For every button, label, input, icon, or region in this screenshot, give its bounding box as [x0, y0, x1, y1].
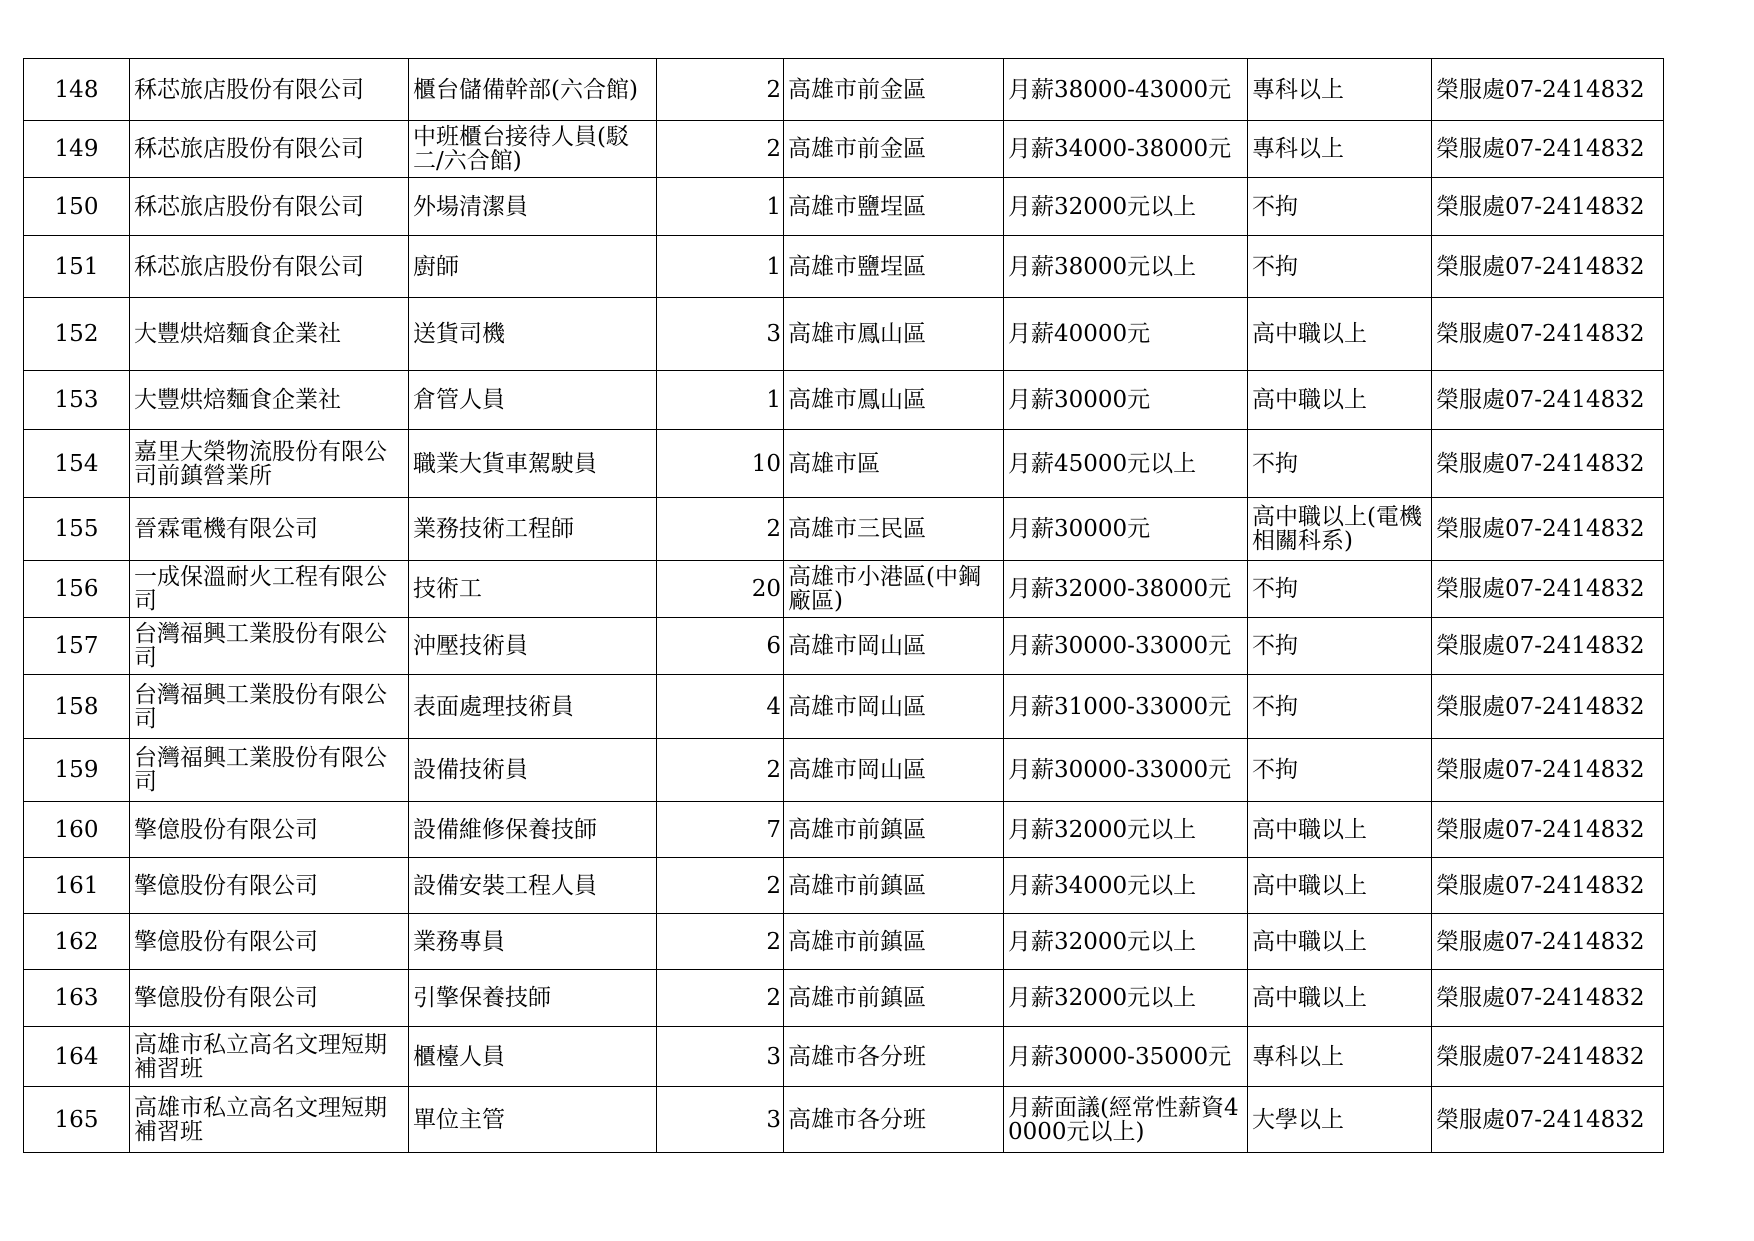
- table-row: [24, 430, 1664, 498]
- cell-contact: 榮服處07-2414832: [1432, 121, 1664, 178]
- cell-company: 擎億股份有限公司: [130, 802, 409, 858]
- cell-contact: 榮服處07-2414832: [1432, 914, 1664, 970]
- table-row: [24, 298, 1664, 371]
- cell-number: 155: [24, 498, 130, 561]
- cell-salary: 月薪30000元: [1004, 498, 1248, 561]
- cell-number: 158: [24, 675, 130, 739]
- cell-openings: 2: [657, 858, 784, 914]
- cell-contact: 榮服處07-2414832: [1432, 298, 1664, 371]
- cell-openings: 2: [657, 59, 784, 121]
- cell-position: 設備安裝工程人員: [409, 858, 657, 914]
- cell-company: 擎億股份有限公司: [130, 858, 409, 914]
- cell-position: 送貨司機: [409, 298, 657, 371]
- cell-openings: 20: [657, 561, 784, 618]
- cell-salary: 月薪38000元以上: [1004, 236, 1248, 298]
- cell-contact: 榮服處07-2414832: [1432, 236, 1664, 298]
- cell-openings: 4: [657, 675, 784, 739]
- cell-education: 不拘: [1248, 739, 1432, 802]
- job-listing-table: [23, 58, 1664, 1153]
- cell-education: 不拘: [1248, 236, 1432, 298]
- cell-location: 高雄市岡山區: [784, 739, 1004, 802]
- cell-salary: 月薪32000元以上: [1004, 914, 1248, 970]
- cell-position: 設備維修保養技師: [409, 802, 657, 858]
- cell-company: 秝芯旅店股份有限公司: [130, 178, 409, 236]
- cell-education: 專科以上: [1248, 59, 1432, 121]
- cell-contact: 榮服處07-2414832: [1432, 858, 1664, 914]
- cell-contact: 榮服處07-2414832: [1432, 618, 1664, 675]
- cell-salary: 月薪30000-33000元: [1004, 618, 1248, 675]
- cell-location: 高雄市小港區(中鋼廠區): [784, 561, 1004, 618]
- cell-company: 台灣福興工業股份有限公司: [130, 739, 409, 802]
- cell-number: 149: [24, 121, 130, 178]
- cell-number: 164: [24, 1027, 130, 1087]
- cell-location: 高雄市岡山區: [784, 675, 1004, 739]
- cell-openings: 2: [657, 121, 784, 178]
- cell-education: 高中職以上: [1248, 970, 1432, 1027]
- cell-openings: 6: [657, 618, 784, 675]
- cell-contact: 榮服處07-2414832: [1432, 1027, 1664, 1087]
- cell-location: 高雄市鳳山區: [784, 371, 1004, 430]
- cell-openings: 3: [657, 1087, 784, 1153]
- cell-number: 148: [24, 59, 130, 121]
- cell-position: 中班櫃台接待人員(駁二/六合館): [409, 121, 657, 178]
- table-row: [24, 498, 1664, 561]
- cell-number: 152: [24, 298, 130, 371]
- table-body: [24, 59, 1664, 1153]
- cell-salary: 月薪32000元以上: [1004, 970, 1248, 1027]
- cell-contact: 榮服處07-2414832: [1432, 371, 1664, 430]
- cell-salary: 月薪38000-43000元: [1004, 59, 1248, 121]
- cell-contact: 榮服處07-2414832: [1432, 739, 1664, 802]
- cell-contact: 榮服處07-2414832: [1432, 430, 1664, 498]
- cell-position: 引擎保養技師: [409, 970, 657, 1027]
- cell-company: 擎億股份有限公司: [130, 914, 409, 970]
- cell-contact: 榮服處07-2414832: [1432, 675, 1664, 739]
- cell-contact: 榮服處07-2414832: [1432, 59, 1664, 121]
- cell-number: 154: [24, 430, 130, 498]
- cell-education: 高中職以上: [1248, 914, 1432, 970]
- cell-position: 業務技術工程師: [409, 498, 657, 561]
- cell-number: 157: [24, 618, 130, 675]
- cell-education: 不拘: [1248, 561, 1432, 618]
- cell-location: 高雄市前金區: [784, 59, 1004, 121]
- table-row: [24, 178, 1664, 236]
- cell-contact: 榮服處07-2414832: [1432, 802, 1664, 858]
- cell-position: 職業大貨車駕駛員: [409, 430, 657, 498]
- cell-education: 高中職以上: [1248, 298, 1432, 371]
- cell-location: 高雄市前金區: [784, 121, 1004, 178]
- cell-number: 163: [24, 970, 130, 1027]
- cell-number: 165: [24, 1087, 130, 1153]
- cell-education: 高中職以上(電機相關科系): [1248, 498, 1432, 561]
- cell-location: 高雄市區: [784, 430, 1004, 498]
- cell-company: 晉霖電機有限公司: [130, 498, 409, 561]
- cell-education: 不拘: [1248, 178, 1432, 236]
- cell-contact: 榮服處07-2414832: [1432, 178, 1664, 236]
- cell-openings: 2: [657, 739, 784, 802]
- cell-company: 高雄市私立高名文理短期補習班: [130, 1027, 409, 1087]
- cell-openings: 1: [657, 236, 784, 298]
- cell-location: 高雄市前鎮區: [784, 914, 1004, 970]
- cell-contact: 榮服處07-2414832: [1432, 498, 1664, 561]
- cell-position: 單位主管: [409, 1087, 657, 1153]
- table-row: [24, 739, 1664, 802]
- cell-education: 不拘: [1248, 618, 1432, 675]
- cell-education: 不拘: [1248, 675, 1432, 739]
- cell-company: 高雄市私立高名文理短期補習班: [130, 1087, 409, 1153]
- cell-position: 技術工: [409, 561, 657, 618]
- cell-openings: 3: [657, 1027, 784, 1087]
- cell-company: 一成保溫耐火工程有限公司: [130, 561, 409, 618]
- cell-salary: 月薪30000元: [1004, 371, 1248, 430]
- cell-location: 高雄市三民區: [784, 498, 1004, 561]
- cell-location: 高雄市鳳山區: [784, 298, 1004, 371]
- cell-number: 156: [24, 561, 130, 618]
- table-row: [24, 914, 1664, 970]
- cell-location: 高雄市各分班: [784, 1087, 1004, 1153]
- cell-education: 高中職以上: [1248, 858, 1432, 914]
- table-row: [24, 1027, 1664, 1087]
- table-row: [24, 970, 1664, 1027]
- table-row: [24, 1087, 1664, 1153]
- cell-location: 高雄市岡山區: [784, 618, 1004, 675]
- table-row: [24, 802, 1664, 858]
- table-row: [24, 371, 1664, 430]
- cell-openings: 1: [657, 178, 784, 236]
- table-row: [24, 561, 1664, 618]
- cell-position: 業務專員: [409, 914, 657, 970]
- table-row: [24, 236, 1664, 298]
- cell-number: 151: [24, 236, 130, 298]
- cell-openings: 7: [657, 802, 784, 858]
- cell-company: 秝芯旅店股份有限公司: [130, 121, 409, 178]
- cell-salary: 月薪30000-33000元: [1004, 739, 1248, 802]
- cell-number: 150: [24, 178, 130, 236]
- cell-openings: 3: [657, 298, 784, 371]
- cell-contact: 榮服處07-2414832: [1432, 1087, 1664, 1153]
- cell-education: 專科以上: [1248, 121, 1432, 178]
- cell-company: 台灣福興工業股份有限公司: [130, 675, 409, 739]
- cell-position: 廚師: [409, 236, 657, 298]
- cell-openings: 1: [657, 371, 784, 430]
- cell-education: 專科以上: [1248, 1027, 1432, 1087]
- table-row: [24, 121, 1664, 178]
- cell-education: 不拘: [1248, 430, 1432, 498]
- cell-company: 擎億股份有限公司: [130, 970, 409, 1027]
- cell-number: 162: [24, 914, 130, 970]
- cell-position: 外場清潔員: [409, 178, 657, 236]
- cell-company: 大豐烘焙麵食企業社: [130, 371, 409, 430]
- cell-position: 表面處理技術員: [409, 675, 657, 739]
- cell-education: 高中職以上: [1248, 371, 1432, 430]
- cell-company: 台灣福興工業股份有限公司: [130, 618, 409, 675]
- cell-number: 159: [24, 739, 130, 802]
- cell-number: 161: [24, 858, 130, 914]
- cell-salary: 月薪45000元以上: [1004, 430, 1248, 498]
- cell-location: 高雄市前鎮區: [784, 802, 1004, 858]
- cell-openings: 10: [657, 430, 784, 498]
- cell-location: 高雄市前鎮區: [784, 858, 1004, 914]
- cell-position: 沖壓技術員: [409, 618, 657, 675]
- cell-openings: 2: [657, 970, 784, 1027]
- cell-location: 高雄市各分班: [784, 1027, 1004, 1087]
- table-row: [24, 618, 1664, 675]
- cell-company: 秝芯旅店股份有限公司: [130, 59, 409, 121]
- cell-company: 秝芯旅店股份有限公司: [130, 236, 409, 298]
- cell-salary: 月薪31000-33000元: [1004, 675, 1248, 739]
- table-row: [24, 59, 1664, 121]
- cell-location: 高雄市鹽埕區: [784, 236, 1004, 298]
- cell-salary: 月薪30000-35000元: [1004, 1027, 1248, 1087]
- cell-contact: 榮服處07-2414832: [1432, 561, 1664, 618]
- cell-number: 160: [24, 802, 130, 858]
- cell-position: 櫃台儲備幹部(六合館): [409, 59, 657, 121]
- cell-salary: 月薪32000元以上: [1004, 178, 1248, 236]
- cell-openings: 2: [657, 498, 784, 561]
- cell-location: 高雄市前鎮區: [784, 970, 1004, 1027]
- cell-salary: 月薪40000元: [1004, 298, 1248, 371]
- cell-number: 153: [24, 371, 130, 430]
- cell-company: 大豐烘焙麵食企業社: [130, 298, 409, 371]
- cell-openings: 2: [657, 914, 784, 970]
- cell-salary: 月薪34000元以上: [1004, 858, 1248, 914]
- cell-contact: 榮服處07-2414832: [1432, 970, 1664, 1027]
- cell-position: 倉管人員: [409, 371, 657, 430]
- cell-position: 設備技術員: [409, 739, 657, 802]
- cell-salary: 月薪32000元以上: [1004, 802, 1248, 858]
- cell-salary: 月薪32000-38000元: [1004, 561, 1248, 618]
- cell-salary: 月薪面議(經常性薪資40000元以上): [1004, 1087, 1248, 1153]
- cell-location: 高雄市鹽埕區: [784, 178, 1004, 236]
- table-row: [24, 858, 1664, 914]
- cell-education: 高中職以上: [1248, 802, 1432, 858]
- cell-company: 嘉里大榮物流股份有限公司前鎮營業所: [130, 430, 409, 498]
- table-row: [24, 675, 1664, 739]
- cell-position: 櫃檯人員: [409, 1027, 657, 1087]
- cell-salary: 月薪34000-38000元: [1004, 121, 1248, 178]
- cell-education: 大學以上: [1248, 1087, 1432, 1153]
